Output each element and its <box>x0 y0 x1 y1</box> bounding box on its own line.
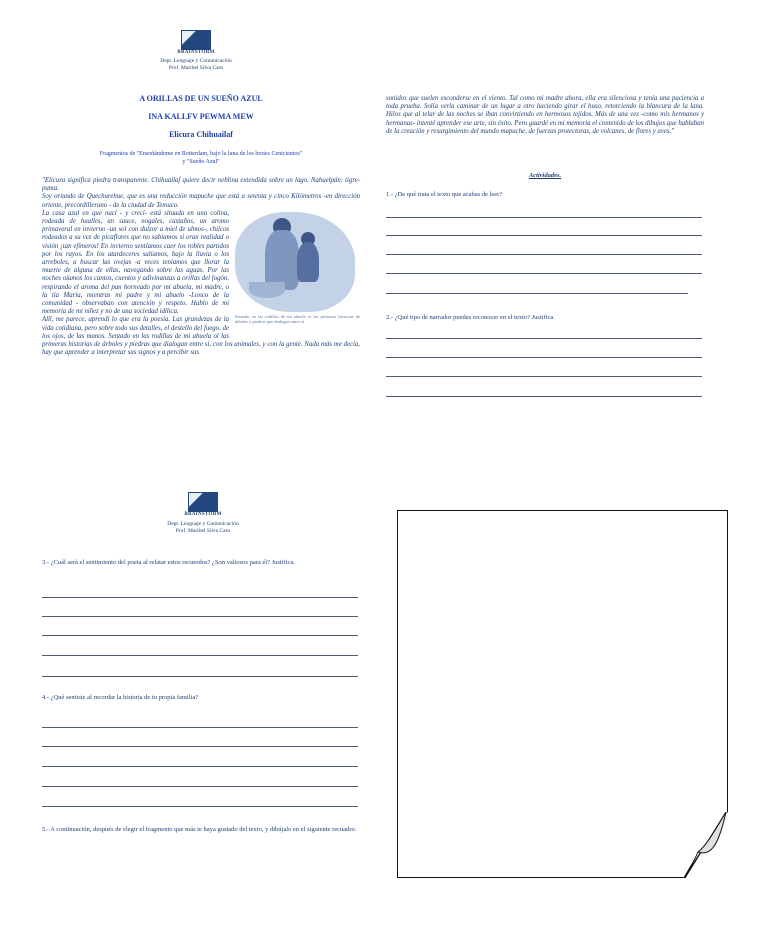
answer-line[interactable] <box>42 727 358 728</box>
question-4: 4.- ¿Qué sentiste al recordar la historia de tu propia familia? <box>42 694 199 701</box>
question-2: 2.- ¿Qué tipo de narrador puedes reconocer en el texto? Justifica. <box>386 314 555 321</box>
answer-line[interactable] <box>42 635 358 636</box>
author-name: Elicura Chihuailaf <box>169 130 233 139</box>
teacher-line: Prof. Maribel Silva Caro <box>175 528 231 534</box>
page-curl-icon <box>684 812 728 878</box>
dept-header <box>133 521 273 535</box>
dept-line: Dept. Lenguaje y Comunicación <box>167 521 239 527</box>
answer-line[interactable] <box>386 396 702 397</box>
story-paragraph: Soy oriundo de Quechurehue, que es una reducción mapuche que está a setenta y cinco Kilómetros -en dirección oriente, precordillerano - de la ciudad de Temuco. <box>42 193 360 209</box>
story-paragraph: "Elicura significa piedra transparente. Chihuailaf quiere decir neblina extendida sobre un lago. Nahuelpán: tigre-puma. <box>42 177 360 193</box>
brainstorm-logo <box>183 492 223 517</box>
shield-icon <box>181 30 211 50</box>
answer-line[interactable] <box>386 293 688 294</box>
logo-text: BRAINSTORM <box>177 50 215 55</box>
page-title: A ORILLAS DE UN SUEÑO AZUL <box>139 94 263 103</box>
shield-icon <box>188 492 218 512</box>
answer-line[interactable] <box>42 616 358 617</box>
answer-line[interactable] <box>42 806 358 807</box>
answer-line[interactable] <box>386 357 702 358</box>
story-continuation: sonidos que suelen esconderse en el viento. Tal como mi madre ahora, ella era silenciosa y tenía una paciencia a toda prueba. Solía verla caminar de un lugar a otro haciendo girar el huso, retorciendo la blancura de la lana. Hilos que al telar de las noches se iban convirtiendo en hermosos tejidos. Más de una vez -como mis hermanos y hermanas- intenté aprender ese arte, sin éxito. Pero guardé en mi memoria el contenido de los dibujos que hablaban de la creación y resurgimiento del mundo mapuche, de fuerzas protectoras, de volcanes, de flores y aves." <box>386 95 704 135</box>
grandmother-illustration <box>235 212 355 312</box>
story-paragraph: Allí, me parece, aprendí lo que era la poesía. Las grandezas de la vida cotidiana, pero sobre todo sus detalles, el destello del fuego, de los ojos, de las manos. Sentado en las rodillas de mi abuela oí las primeras historias de árboles y piedras que dialogan entre sí, con los animales, y con la gente. Nada más me decía, hay que aprender a interpretar sus signos y a percibir sus <box>42 316 360 357</box>
illustration-caption: Sentado en las rodillas de mi abuela oí las primeras historias de árboles y piedras que dialogan entre sí <box>235 313 360 325</box>
answer-line[interactable] <box>386 376 702 377</box>
fragment-line-1: Fragmentos de "Ensoñándome en Rotterdam, bajo la luna de los brotes Cenicientos" <box>99 151 303 157</box>
logo-text: BRAINSTORM <box>184 512 222 517</box>
answer-line[interactable] <box>42 655 358 656</box>
answer-line[interactable] <box>386 254 702 255</box>
answer-line[interactable] <box>42 676 358 677</box>
answer-line[interactable] <box>42 746 358 747</box>
dept-header <box>126 58 266 72</box>
fragment-source <box>42 150 360 166</box>
answer-line[interactable] <box>386 217 702 218</box>
drawing-box[interactable] <box>397 510 728 878</box>
answer-line[interactable] <box>42 597 358 598</box>
story-illustration <box>235 212 360 332</box>
story-paragraph: La casa azul en que nací - y crecí- está situada en una colina, rodeada de hualles, un sauce, nogales, castaños, un aromo primaveral en invierno -un sol con dulzor a miel de ulmos-, chilcos rodeados a su vez de picaflores que no sabíamos si eran realidad o visión ¡tan efímeros! En invierno sentíamos caer los robles partidos por los rayos. En los atardeceres salíamos, bajo la lluvia o los arreboles, a buscar las ovejas -a veces teníamos que llorar la muerte de alguna de ellas, navegando sobre las aguas. Por las noches oíamos los cantos, cuentos y adivinanzas a orillas del fogón, respirando el aroma del pan horneado por mi abuela, mi madre, o la tía María, mientras mi padre y mi abuelo -Lonco de la comunidad - observaban con atención y respeto. Hablo de mi memoria de mi niñez y no de una sociedad idílica. <box>42 209 229 316</box>
activities-title: Actividades. <box>528 172 562 179</box>
question-1: 1.- ¿De qué trata el texto que acabas de leer? <box>386 191 503 198</box>
answer-line[interactable] <box>386 273 702 274</box>
answer-line[interactable] <box>42 786 358 787</box>
question-3: 3.- ¿Cuál será el sentimiento del poeta al relatar estos recuerdos? ¿Son valiosos para él? Justifica. <box>42 559 295 566</box>
story-text <box>42 177 360 357</box>
question-5: 5.- A continuación, después de elegir el fragmento que más te haya gustado del texto, y dibújalo en el siguiente recuadro. <box>42 826 357 833</box>
dept-line: Dept. Lenguaje y Comunicación <box>160 58 232 64</box>
answer-line[interactable] <box>386 338 702 339</box>
teacher-line: Prof. Maribel Silva Caro <box>168 65 224 71</box>
fragment-line-2: y "Sueño Azul" <box>182 159 220 165</box>
brainstorm-logo <box>176 30 216 55</box>
answer-line[interactable] <box>42 766 358 767</box>
answer-line[interactable] <box>386 235 702 236</box>
mapudungun-title: INA KALLFV PEWMA MEW <box>148 112 254 121</box>
